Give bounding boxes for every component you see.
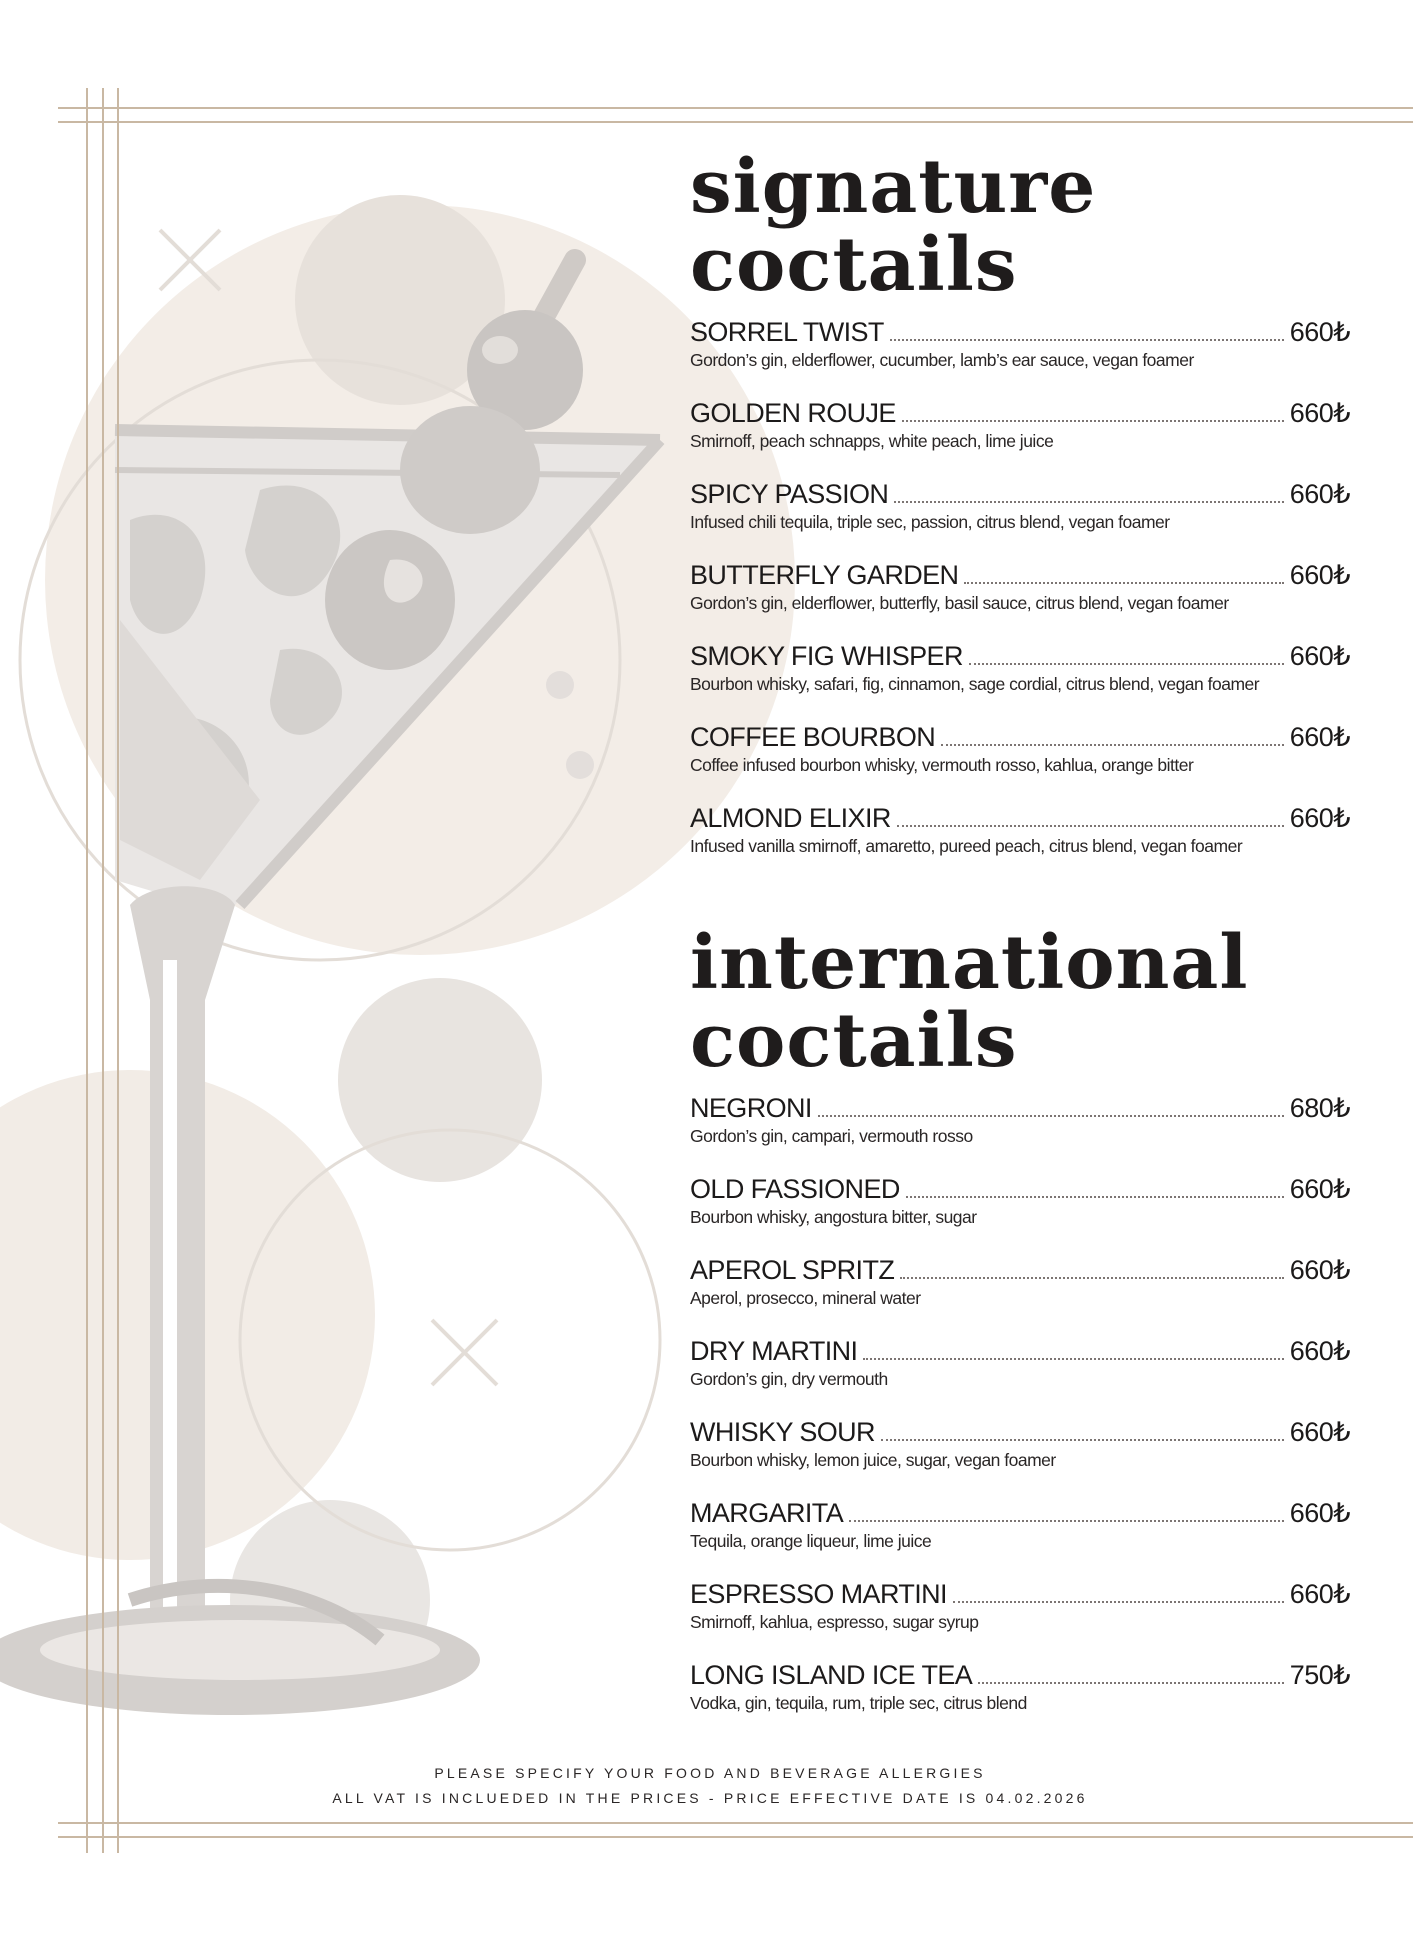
menu-item: [690, 1248, 1350, 1329]
frame-line-left-1: [86, 88, 88, 1853]
dot-leader: [969, 663, 1284, 665]
item-price: 680₺: [1289, 1093, 1350, 1123]
section-title: signature coctails: [690, 144, 1097, 308]
item-description: Gordon’s gin, elderflower, cucumber, lamb’s ear sauce, vegan foamer: [690, 350, 1194, 370]
item-description: Smirnoff, peach schnapps, white peach, lime juice: [690, 431, 1054, 451]
item-name: SMOKY FIG WHISPER: [690, 641, 963, 671]
item-description: Gordon’s gin, campari, vermouth rosso: [690, 1126, 973, 1146]
item-name: LONG ISLAND ICE TEA: [690, 1660, 973, 1690]
menu-list: [690, 1086, 1350, 1734]
item-description: Coffee infused bourbon whisky, vermouth rosso, kahlua, orange bitter: [690, 755, 1194, 775]
dot-leader: [900, 1277, 1284, 1279]
menu-item: [690, 796, 1350, 877]
dot-leader: [897, 825, 1284, 827]
frame-line-bottom-2: [58, 1836, 1413, 1838]
item-price: 660₺: [1289, 803, 1350, 833]
item-price: 660₺: [1289, 317, 1350, 347]
menu-item: [690, 715, 1350, 796]
dot-leader: [906, 1196, 1284, 1198]
item-name: APEROL SPRITZ: [690, 1255, 895, 1285]
menu-item: [690, 1491, 1350, 1572]
menu-item: [690, 1653, 1350, 1734]
dot-leader: [978, 1682, 1284, 1684]
item-description: Infused chili tequila, triple sec, passion, citrus blend, vegan foamer: [690, 512, 1170, 532]
item-description: Gordon’s gin, elderflower, butterfly, basil sauce, citrus blend, vegan foamer: [690, 593, 1229, 613]
international-cocktails-section: [690, 920, 1350, 1734]
footer-vat-note: ALL VAT IS INCLUEDED IN THE PRICES - PRICE EFFECTIVE DATE IS 04.02.2026: [332, 1790, 1088, 1806]
item-price: 660₺: [1289, 1498, 1350, 1528]
frame-line-top-2: [58, 121, 1413, 123]
item-price: 660₺: [1289, 398, 1350, 428]
item-name: ALMOND ELIXIR: [690, 803, 891, 833]
frame-line-left-2: [102, 88, 104, 1853]
item-name: BUTTERFLY GARDEN: [690, 560, 959, 590]
item-price: 660₺: [1289, 1417, 1350, 1447]
item-description: Bourbon whisky, lemon juice, sugar, vegan foamer: [690, 1450, 1056, 1470]
dot-leader: [863, 1358, 1283, 1360]
item-name: ESPRESSO MARTINI: [690, 1579, 947, 1609]
item-description: Aperol, prosecco, mineral water: [690, 1288, 921, 1308]
dot-leader: [953, 1601, 1284, 1603]
item-name: COFFEE BOURBON: [690, 722, 936, 752]
menu-list: [690, 310, 1350, 877]
item-price: 660₺: [1289, 479, 1350, 509]
item-name: SORREL TWIST: [690, 317, 884, 347]
dot-leader: [964, 582, 1283, 584]
item-price: 660₺: [1289, 1255, 1350, 1285]
footer-allergy-note: PLEASE SPECIFY YOUR FOOD AND BEVERAGE ALLERGIES: [434, 1765, 986, 1781]
item-price: 660₺: [1289, 1336, 1350, 1366]
frame-line-bottom-1: [58, 1822, 1413, 1824]
item-description: Vodka, gin, tequila, rum, triple sec, citrus blend: [690, 1693, 1027, 1713]
dot-leader: [849, 1520, 1284, 1522]
dot-leader: [941, 744, 1284, 746]
dot-leader: [890, 339, 1284, 341]
dot-leader: [902, 420, 1284, 422]
dot-leader: [818, 1115, 1284, 1117]
menu-item: [690, 1572, 1350, 1653]
item-name: SPICY PASSION: [690, 479, 889, 509]
section-title: international coctails: [690, 920, 1249, 1084]
item-name: NEGRONI: [690, 1093, 812, 1123]
menu-item: [690, 1410, 1350, 1491]
item-price: 660₺: [1289, 722, 1350, 752]
item-name: MARGARITA: [690, 1498, 844, 1528]
decor-cross-top: [160, 230, 220, 290]
menu-item: [690, 1167, 1350, 1248]
frame-line-left-3: [117, 88, 119, 1853]
item-description: Infused vanilla smirnoff, amaretto, pureed peach, citrus blend, vegan foamer: [690, 836, 1243, 856]
item-price: 660₺: [1289, 1174, 1350, 1204]
item-name: DRY MARTINI: [690, 1336, 858, 1366]
dot-leader: [881, 1439, 1284, 1441]
item-description: Bourbon whisky, angostura bitter, sugar: [690, 1207, 977, 1227]
menu-item: [690, 1329, 1350, 1410]
dot-leader: [894, 501, 1283, 503]
menu-item: [690, 310, 1350, 391]
item-description: Tequila, orange liqueur, lime juice: [690, 1531, 932, 1551]
item-price: 660₺: [1289, 560, 1350, 590]
menu-item: [690, 472, 1350, 553]
item-name: OLD FASSIONED: [690, 1174, 900, 1204]
item-description: Smirnoff, kahlua, espresso, sugar syrup: [690, 1612, 979, 1632]
decor-circle-mid: [338, 978, 542, 1182]
item-name: GOLDEN ROUJE: [690, 398, 896, 428]
menu-item: [690, 634, 1350, 715]
signature-cocktails-section: [690, 144, 1350, 877]
item-name: WHISKY SOUR: [690, 1417, 875, 1447]
menu-item: [690, 1086, 1350, 1167]
item-price: 750₺: [1289, 1660, 1350, 1690]
item-description: Gordon’s gin, dry vermouth: [690, 1369, 888, 1389]
item-price: 660₺: [1289, 1579, 1350, 1609]
menu-item: [690, 553, 1350, 634]
menu-item: [690, 391, 1350, 472]
frame-line-top-1: [58, 107, 1413, 109]
item-price: 660₺: [1289, 641, 1350, 671]
decor-cross-mid: [432, 1320, 497, 1385]
item-description: Bourbon whisky, safari, fig, cinnamon, sage cordial, citrus blend, vegan foamer: [690, 674, 1260, 694]
